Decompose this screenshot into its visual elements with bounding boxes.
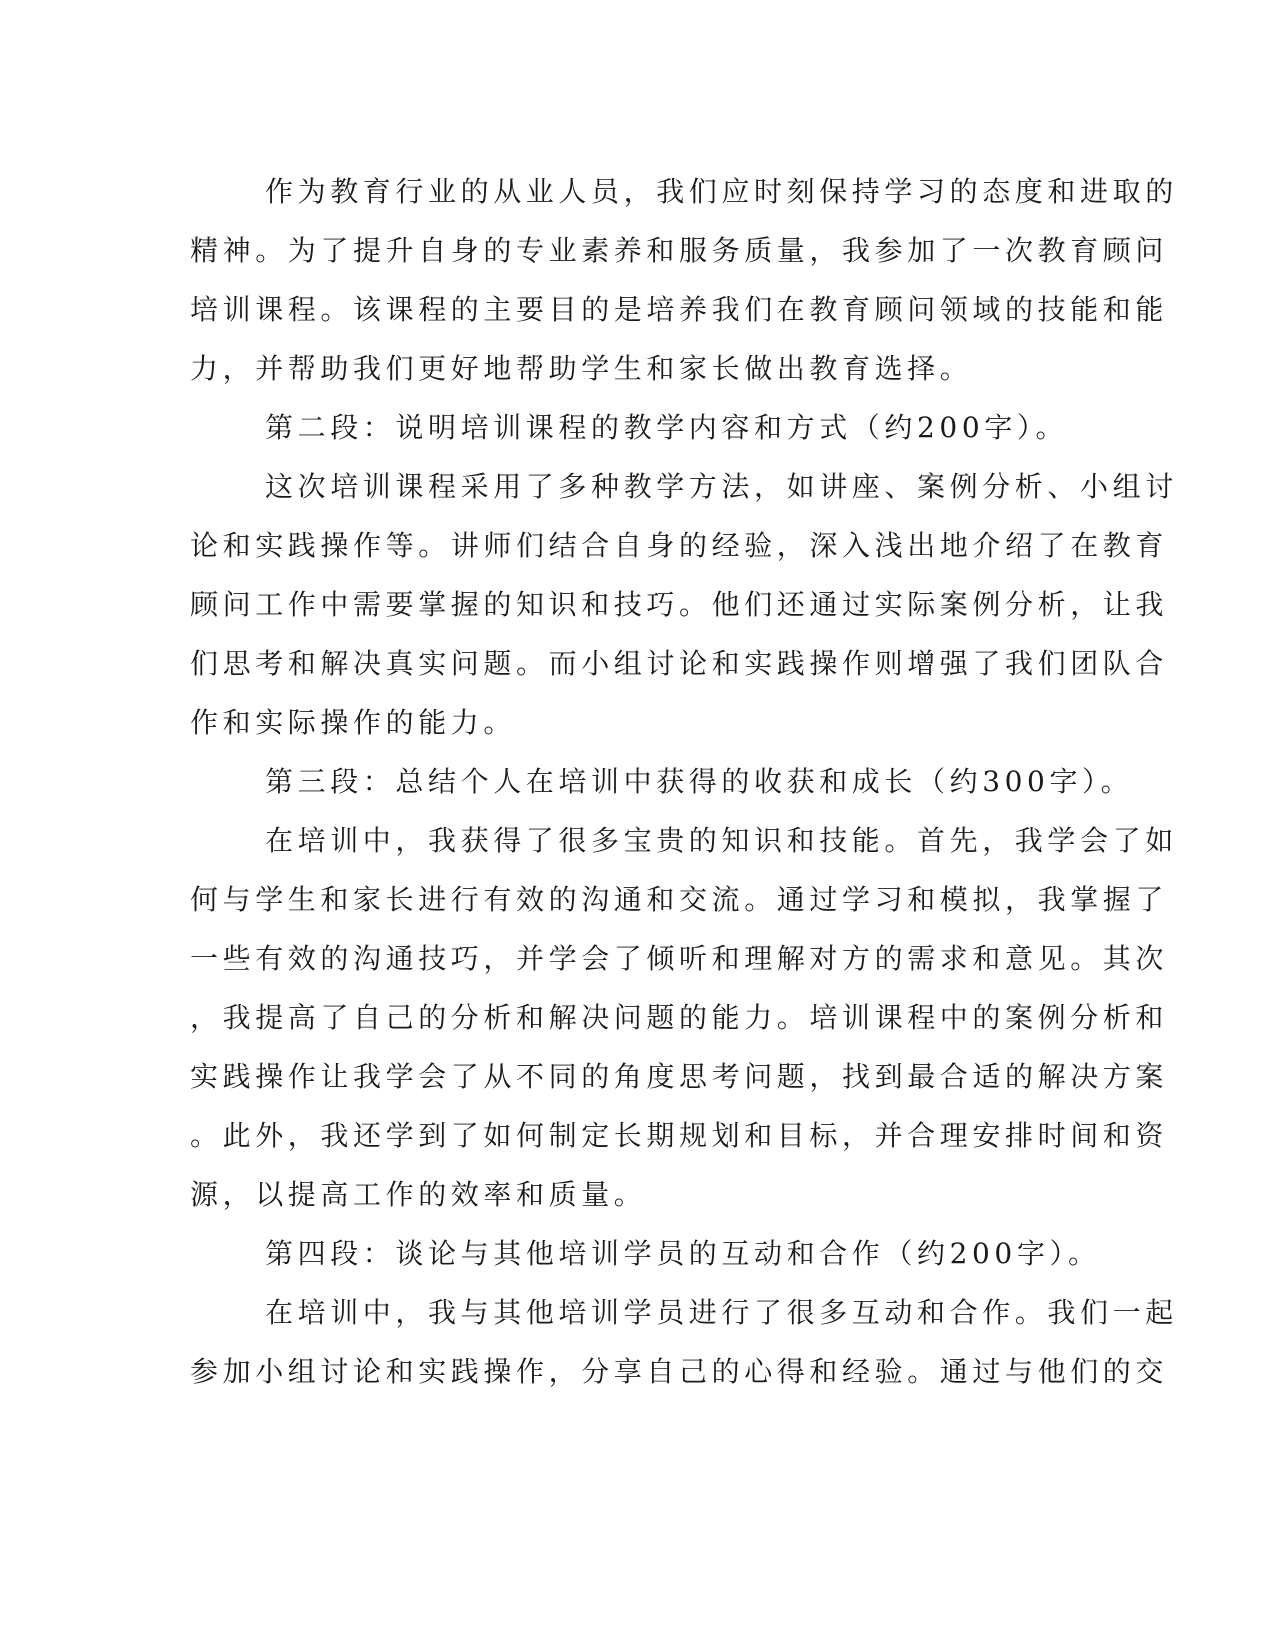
paragraph-4-line: 参加小组讨论和实践操作，分享自己的心得和经验。通过与他们的交 <box>190 1355 1169 1388</box>
paragraph-intro-line: 力，并帮助我们更好地帮助学生和家长做出教育选择。 <box>190 352 973 385</box>
paragraph-3-line: 实践操作让我学会了从不同的角度思考问题，找到最合适的解决方案 <box>190 1060 1169 1093</box>
section-heading-3: 第三段：总结个人在培训中获得的收获和成长（约300字）。 <box>265 765 1134 798</box>
paragraph-intro-line: 培训课程。该课程的主要目的是培养我们在教育顾问领域的技能和能 <box>190 293 1169 326</box>
section-heading-2: 第二段：说明培训课程的教学内容和方式（约200字）。 <box>265 411 1069 444</box>
paragraph-2-line: 们思考和解决真实问题。而小组讨论和实践操作则增强了我们团队合 <box>190 647 1169 680</box>
paragraph-intro-line: 作为教育行业的从业人员，我们应时刻保持学习的态度和进取的 <box>265 175 1178 208</box>
paragraph-3-line: 源，以提高工作的效率和质量。 <box>190 1178 647 1211</box>
paragraph-2-line: 作和实际操作的能力。 <box>190 706 517 739</box>
paragraph-3-line: 在培训中，我获得了很多宝贵的知识和技能。首先，我学会了如 <box>265 824 1178 857</box>
paragraph-2-line: 顾问工作中需要掌握的知识和技巧。他们还通过实际案例分析，让我 <box>190 588 1169 621</box>
paragraph-3-line: 一些有效的沟通技巧，并学会了倾听和理解对方的需求和意见。其次 <box>190 942 1169 975</box>
section-heading-4: 第四段：谈论与其他培训学员的互动和合作（约200字）。 <box>265 1237 1101 1270</box>
document-body <box>190 162 1178 1401</box>
paragraph-4-line: 在培训中，我与其他培训学员进行了很多互动和合作。我们一起 <box>265 1296 1178 1329</box>
paragraph-3-line: 何与学生和家长进行有效的沟通和交流。通过学习和模拟，我掌握了 <box>190 883 1169 916</box>
paragraph-intro-line: 精神。为了提升自身的专业素养和服务质量，我参加了一次教育顾问 <box>190 234 1169 267</box>
paragraph-2-line: 这次培训课程采用了多种教学方法，如讲座、案例分析、小组讨 <box>265 470 1178 503</box>
paragraph-3-line: ，我提高了自己的分析和解决问题的能力。培训课程中的案例分析和 <box>190 1001 1169 1034</box>
paragraph-2-line: 论和实践操作等。讲师们结合自身的经验，深入浅出地介绍了在教育 <box>190 529 1169 562</box>
paragraph-3-line: 。此外，我还学到了如何制定长期规划和目标，并合理安排时间和资 <box>190 1119 1169 1152</box>
